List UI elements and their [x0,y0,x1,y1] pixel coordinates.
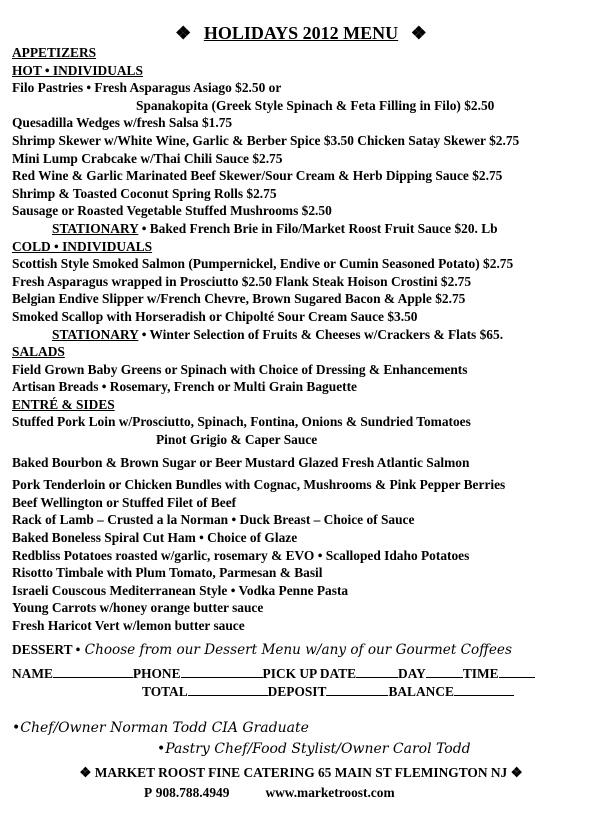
balance-label: BALANCE [388,684,454,699]
menu-item: Baked Bourbon & Brown Sugar or Beer Mustard Glazed Fresh Atlantic Salmon [12,454,470,470]
menu-item: Spanakopita (Greek Style Spinach & Feta Filling in Filo) $2.50 [136,97,495,113]
menu-item: Shrimp & Toasted Coconut Spring Rolls $2.75 [12,185,277,201]
pastry-chef-credit: •Pastry Chef/Food Stylist/Owner Carol Todd [157,741,471,757]
phone-field[interactable] [181,665,263,678]
menu-item: Israeli Couscous Mediterranean Style • Vodka Penne Pasta [12,582,349,598]
stationary-text: • Winter Selection of Fruits & Cheeses w/Crackers & Flats $65. [138,326,504,342]
time-field[interactable] [499,665,535,678]
total-label: TOTAL [142,684,188,699]
name-field[interactable] [53,665,133,678]
menu-content [12,44,597,658]
menu-item: Smoked Scallop with Horseradish or Chipolté Sour Cream Sauce $3.50 [12,308,418,324]
menu-item: Rack of Lamb – Crusted a la Norman • Duck Breast – Choice of Sauce [12,512,415,528]
pickup-label: PICK UP DATE [262,666,357,681]
section-cold: COLD • INDIVIDUALS [12,238,153,254]
stationary-label: STATIONARY [52,220,139,236]
stationary-cold [12,326,597,344]
ornament-icon: ❖ [175,23,192,43]
pickup-date-field[interactable] [356,665,398,678]
menu-item: Mini Lump Crabcake w/Thai Chili Sauce $2.75 [12,150,283,166]
stationary-hot [12,220,597,238]
name-label: NAME [12,666,53,681]
phone-number: P 908.788.4949 [144,785,230,800]
menu-item: Filo Pastries • Fresh Asparagus Asiago $2.50 or [12,80,282,96]
total-field[interactable] [188,683,268,696]
menu-item: Sausage or Roasted Vegetable Stuffed Mushrooms $2.50 [12,203,332,219]
ornament-icon: ❖ [510,765,523,780]
menu-item: Shrimp Skewer w/White Wine, Garlic & Berber Spice $3.50 Chicken Satay Skewer $2.75 [12,132,520,148]
dessert-text: Choose from our Dessert Menu w/any of our Gourmet Coffees [80,641,512,658]
section-salads: SALADS [12,344,65,360]
balance-field[interactable] [454,683,514,696]
menu-item: Stuffed Pork Loin w/Prosciutto, Spinach, Fontina, Onions & Sundried Tomatoes [12,414,471,430]
menu-item: Artisan Breads • Rosemary, French or Multi Grain Baguette [12,379,358,395]
deposit-field[interactable] [326,683,388,696]
deposit-label: DEPOSIT [267,684,327,699]
menu-item: Scottish Style Smoked Salmon (Pumpernickel, Endive or Cumin Seasoned Potato) $2.75 [12,256,514,272]
menu-item: Quesadilla Wedges w/fresh Salsa $1.75 [12,115,233,131]
day-label: DAY [398,666,426,681]
dessert-label: DESSERT • [12,641,81,657]
stationary-text: • Baked French Brie in Filo/Market Roost Fruit Sauce $20. Lb [138,220,498,236]
section-entre: ENTRÉ & SIDES [12,396,115,412]
ornament-icon: ❖ [79,765,92,780]
section-hot: HOT • INDIVIDUALS [12,62,143,78]
menu-item: Baked Boneless Spiral Cut Ham • Choice of Glaze [12,530,298,546]
menu-item: Risotto Timbale with Plum Tomato, Parmesan & Basil [12,565,323,581]
menu-item: Fresh Haricot Vert w/lemon butter sauce [12,618,245,633]
ornament-icon: ❖ [410,23,427,43]
day-field[interactable] [426,665,463,678]
menu-item: Beef Wellington or Stuffed Filet of Beef [12,494,237,510]
menu-item: Fresh Asparagus wrapped in Prosciutto $2.50 Flank Steak Hoison Crostini $2.75 [12,273,472,289]
time-label: TIME [462,666,499,681]
phone-label: PHONE [132,666,181,681]
menu-item: Pork Tenderloin or Chicken Bundles with Cognac, Mushrooms & Pink Pepper Berries [12,477,506,493]
menu-title [0,22,602,44]
menu-title-text: HOLIDAYS 2012 MENU [203,23,399,43]
menu-item: Pinot Grigio & Caper Sauce [156,432,318,448]
stationary-label: STATIONARY [52,326,139,342]
business-name-address: MARKET ROOST FINE CATERING 65 MAIN ST FLEMINGTON NJ [94,765,508,780]
section-appetizers: APPETIZERS [12,45,97,60]
menu-item: Redbliss Potatoes roasted w/garlic, rosemary & EVO • Scalloped Idaho Potatoes [12,547,470,563]
menu-item: Young Carrots w/honey orange butter sauce [12,600,264,616]
menu-item: Field Grown Baby Greens or Spinach with Choice of Dressing & Enhancements [12,361,468,377]
menu-item: Red Wine & Garlic Marinated Beef Skewer/Sour Cream & Herb Dipping Sauce $2.75 [12,168,503,184]
chef-owner-credit: •Chef/Owner Norman Todd CIA Graduate [12,720,309,736]
business-footer [0,765,602,781]
order-form [12,665,535,701]
dessert-line [12,641,597,659]
website-link[interactable]: www.marketroost.com [265,785,395,800]
menu-item: Belgian Endive Slipper w/French Chevre, Brown Sugared Bacon & Apple $2.75 [12,291,466,307]
contact-line [144,785,395,801]
